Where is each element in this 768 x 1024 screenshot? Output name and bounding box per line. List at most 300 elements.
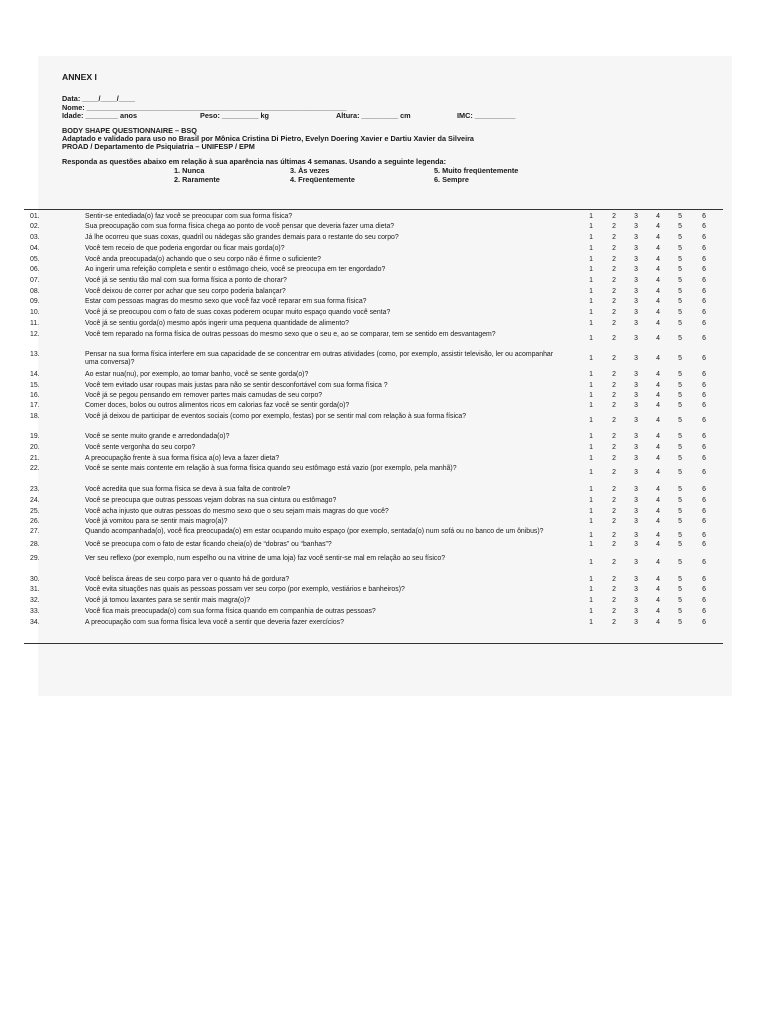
answer-option-1[interactable]: 1 [589, 541, 593, 548]
question-number: 31. [30, 586, 40, 593]
question-row [0, 497, 706, 505]
answer-options [0, 245, 706, 253]
question-number: 33. [30, 608, 40, 615]
question-text: Quando acompanhada(o), você fica preocupada(o) em estar ocupando muito espaço (por exemplo, sentada(o) num sofá ou no banco de um ônibus)? [85, 528, 544, 535]
answer-option-5[interactable]: 5 [678, 266, 682, 273]
answer-options [0, 497, 706, 505]
question-text: Comer doces, bolos ou outros alimentos ricos em calorias faz você se sentir gorda(o)? [85, 402, 350, 409]
question-text: Você se sente mais contente em relação à sua forma física quando seu estômago está vazio (por exemplo, pela manhã)? [85, 465, 457, 472]
answer-option-1[interactable]: 1 [589, 309, 593, 316]
answer-option-5[interactable]: 5 [678, 497, 682, 504]
answer-option-3[interactable]: 3 [634, 541, 638, 548]
answer-option-5[interactable]: 5 [678, 586, 682, 593]
answer-option-4[interactable]: 4 [656, 355, 660, 362]
question-row [0, 541, 706, 549]
answer-option-5[interactable]: 5 [678, 402, 682, 409]
answer-option-5[interactable]: 5 [678, 455, 682, 462]
answer-option-6[interactable]: 6 [702, 576, 706, 583]
answer-option-6[interactable]: 6 [702, 288, 706, 295]
question-number: 08. [30, 288, 40, 295]
answer-option-4[interactable]: 4 [656, 371, 660, 378]
answer-option-5[interactable]: 5 [678, 320, 682, 327]
answer-option-4[interactable]: 4 [656, 402, 660, 409]
answer-option-3[interactable]: 3 [634, 576, 638, 583]
answer-option-3[interactable]: 3 [634, 532, 638, 539]
answer-option-5[interactable]: 5 [678, 576, 682, 583]
answer-option-5[interactable]: 5 [678, 371, 682, 378]
question-number: 02. [30, 223, 40, 230]
answer-option-6[interactable]: 6 [702, 371, 706, 378]
answer-option-4[interactable]: 4 [656, 382, 660, 389]
answer-option-6[interactable]: 6 [702, 586, 706, 593]
answer-option-3[interactable]: 3 [634, 444, 638, 451]
answer-option-1[interactable]: 1 [589, 486, 593, 493]
answer-option-3[interactable]: 3 [634, 245, 638, 252]
answer-option-2[interactable]: 2 [612, 223, 616, 230]
answer-option-4[interactable]: 4 [656, 518, 660, 525]
answer-options [0, 351, 706, 367]
answer-option-1[interactable]: 1 [589, 320, 593, 327]
answer-option-6[interactable]: 6 [702, 223, 706, 230]
answer-option-5[interactable]: 5 [678, 234, 682, 241]
answer-option-4[interactable]: 4 [656, 586, 660, 593]
answer-option-1[interactable]: 1 [589, 355, 593, 362]
answer-option-6[interactable]: 6 [702, 417, 706, 424]
question-number: 24. [30, 497, 40, 504]
answer-option-3[interactable]: 3 [634, 223, 638, 230]
question-row [0, 351, 706, 367]
answer-option-6[interactable]: 6 [702, 392, 706, 399]
question-text: Você deixou de correr por achar que seu corpo poderia balançar? [85, 288, 286, 295]
answer-option-6[interactable]: 6 [702, 256, 706, 263]
answer-option-5[interactable]: 5 [678, 444, 682, 451]
answer-option-5[interactable]: 5 [678, 486, 682, 493]
weight-field: Peso: _________ kg [200, 111, 269, 120]
instructions: Responda as questões abaixo em relação à sua aparência nas últimas 4 semanas. Usando a seguinte legenda: [62, 156, 447, 166]
answer-option-3[interactable]: 3 [634, 497, 638, 504]
answer-options [0, 608, 706, 616]
table-bottom-rule [24, 643, 723, 644]
answer-option-1[interactable]: 1 [589, 266, 593, 273]
answer-option-2[interactable]: 2 [612, 518, 616, 525]
answer-option-6[interactable]: 6 [702, 213, 706, 220]
answer-option-4[interactable]: 4 [656, 213, 660, 220]
answer-option-4[interactable]: 4 [656, 335, 660, 342]
answer-option-2[interactable]: 2 [612, 266, 616, 273]
question-text: Você já tomou laxantes para se sentir mais magra(o)? [85, 597, 251, 604]
answer-option-6[interactable]: 6 [702, 234, 706, 241]
answer-option-1[interactable]: 1 [589, 298, 593, 305]
age-field: Idade: ________ anos [62, 111, 138, 120]
answer-options [0, 465, 706, 481]
answer-option-6[interactable]: 6 [702, 320, 706, 327]
answer-option-4[interactable]: 4 [656, 223, 660, 230]
answer-options [0, 266, 706, 274]
answer-option-6[interactable]: 6 [702, 559, 706, 566]
answer-option-1[interactable]: 1 [589, 444, 593, 451]
question-text: Você já vomitou para se sentir mais magro(a)? [85, 518, 228, 525]
legend-item: 6. Sempre [434, 175, 469, 185]
question-number: 04. [30, 245, 40, 252]
answer-option-1[interactable]: 1 [589, 288, 593, 295]
answer-option-4[interactable]: 4 [656, 444, 660, 451]
question-row [0, 309, 706, 317]
answer-option-3[interactable]: 3 [634, 256, 638, 263]
answer-option-5[interactable]: 5 [678, 392, 682, 399]
answer-option-2[interactable]: 2 [612, 559, 616, 566]
question-text: Você já se pegou pensando em remover partes mais carnudas de seu corpo? [85, 392, 323, 399]
answer-option-4[interactable]: 4 [656, 234, 660, 241]
answer-option-3[interactable]: 3 [634, 619, 638, 626]
answer-option-3[interactable]: 3 [634, 392, 638, 399]
answer-option-5[interactable]: 5 [678, 608, 682, 615]
question-number: 14. [30, 371, 40, 378]
answer-option-1[interactable]: 1 [589, 234, 593, 241]
bsq-document [62, 72, 728, 184]
question-number: 09. [30, 298, 40, 305]
answer-option-5[interactable]: 5 [678, 335, 682, 342]
measures-line [62, 112, 728, 121]
question-row [0, 392, 706, 400]
answer-options [0, 382, 706, 390]
answer-option-5[interactable]: 5 [678, 508, 682, 515]
legend [62, 166, 728, 184]
answer-option-4[interactable]: 4 [656, 433, 660, 440]
question-text: Ao estar nua(nu), por exemplo, ao tomar banho, você se sente gorda(o)? [85, 371, 309, 378]
answer-option-5[interactable]: 5 [678, 559, 682, 566]
answer-option-5[interactable]: 5 [678, 433, 682, 440]
question-row [0, 508, 706, 516]
answer-option-5[interactable]: 5 [678, 213, 682, 220]
answer-option-3[interactable]: 3 [634, 433, 638, 440]
answer-option-3[interactable]: 3 [634, 586, 638, 593]
answer-options [0, 597, 706, 605]
question-row [0, 597, 706, 605]
question-row [0, 223, 706, 231]
answer-option-4[interactable]: 4 [656, 298, 660, 305]
answer-option-4[interactable]: 4 [656, 309, 660, 316]
answer-option-2[interactable]: 2 [612, 455, 616, 462]
answer-option-2[interactable]: 2 [612, 586, 616, 593]
question-row [0, 320, 706, 328]
answer-option-2[interactable]: 2 [612, 444, 616, 451]
answer-option-5[interactable]: 5 [678, 541, 682, 548]
answer-option-3[interactable]: 3 [634, 597, 638, 604]
answer-option-2[interactable]: 2 [612, 335, 616, 342]
question-row [0, 256, 706, 264]
answer-option-2[interactable]: 2 [612, 576, 616, 583]
answer-option-6[interactable]: 6 [702, 541, 706, 548]
answer-option-3[interactable]: 3 [634, 309, 638, 316]
answer-option-4[interactable]: 4 [656, 288, 660, 295]
answer-options [0, 444, 706, 452]
question-row [0, 486, 706, 494]
question-number: 32. [30, 597, 40, 604]
answer-options [0, 234, 706, 242]
answer-option-4[interactable]: 4 [656, 277, 660, 284]
answer-options [0, 371, 706, 379]
answer-option-3[interactable]: 3 [634, 277, 638, 284]
answer-option-2[interactable]: 2 [612, 213, 616, 220]
answer-option-6[interactable]: 6 [702, 245, 706, 252]
question-text: Você sente vergonha do seu corpo? [85, 444, 196, 451]
question-row [0, 234, 706, 242]
answer-option-5[interactable]: 5 [678, 223, 682, 230]
question-row [0, 433, 706, 441]
question-text: Você belisca áreas de seu corpo para ver o quanto há de gordura? [85, 576, 290, 583]
answer-option-1[interactable]: 1 [589, 245, 593, 252]
answer-option-5[interactable]: 5 [678, 518, 682, 525]
answer-option-6[interactable]: 6 [702, 402, 706, 409]
answer-options [0, 320, 706, 328]
answer-option-4[interactable]: 4 [656, 256, 660, 263]
answer-option-3[interactable]: 3 [634, 559, 638, 566]
question-row [0, 586, 706, 594]
answer-option-4[interactable]: 4 [656, 597, 660, 604]
answer-option-4[interactable]: 4 [656, 469, 660, 476]
answer-option-2[interactable]: 2 [612, 608, 616, 615]
answer-option-6[interactable]: 6 [702, 382, 706, 389]
question-text: A preocupação com sua forma física leva você a sentir que deveria fazer exercícios? [85, 619, 344, 626]
answer-option-2[interactable]: 2 [612, 417, 616, 424]
answer-option-4[interactable]: 4 [656, 559, 660, 566]
answer-option-5[interactable]: 5 [678, 597, 682, 604]
answer-option-3[interactable]: 3 [634, 320, 638, 327]
question-text: Ao ingerir uma refeição completa e sentir o estômago cheio, você se preocupa em ter engordado? [85, 266, 386, 273]
answer-option-1[interactable]: 1 [589, 223, 593, 230]
answer-option-4[interactable]: 4 [656, 508, 660, 515]
question-number: 18. [30, 413, 40, 420]
answer-option-6[interactable]: 6 [702, 277, 706, 284]
department-line: PROAD / Departamento de Psiquiatria – UNIFESP / EPM [62, 142, 255, 152]
answer-option-5[interactable]: 5 [678, 417, 682, 424]
answer-option-5[interactable]: 5 [678, 256, 682, 263]
answer-options [0, 298, 706, 306]
answer-option-6[interactable]: 6 [702, 532, 706, 539]
answer-option-1[interactable]: 1 [589, 371, 593, 378]
answer-option-6[interactable]: 6 [702, 309, 706, 316]
question-number: 11. [30, 320, 40, 327]
legend-item: 5. Muito freqüentemente [434, 166, 519, 176]
answer-option-2[interactable]: 2 [612, 309, 616, 316]
questionnaire-title: BODY SHAPE QUESTIONNAIRE – BSQ [62, 125, 197, 135]
question-row [0, 288, 706, 296]
question-number: 34. [30, 619, 40, 626]
question-row [0, 608, 706, 616]
answer-options [0, 455, 706, 463]
answer-option-6[interactable]: 6 [702, 298, 706, 305]
answer-option-4[interactable]: 4 [656, 541, 660, 548]
question-row [0, 465, 706, 481]
question-row [0, 382, 706, 390]
answer-option-1[interactable]: 1 [589, 518, 593, 525]
answer-option-3[interactable]: 3 [634, 417, 638, 424]
answer-option-4[interactable]: 4 [656, 417, 660, 424]
answer-option-2[interactable]: 2 [612, 469, 616, 476]
answer-option-2[interactable]: 2 [612, 245, 616, 252]
answer-option-3[interactable]: 3 [634, 288, 638, 295]
answer-option-6[interactable]: 6 [702, 355, 706, 362]
answer-option-5[interactable]: 5 [678, 469, 682, 476]
answer-option-1[interactable]: 1 [589, 455, 593, 462]
answer-option-3[interactable]: 3 [634, 455, 638, 462]
answer-options [0, 402, 706, 410]
answer-option-1[interactable]: 1 [589, 402, 593, 409]
question-number: 13. [30, 351, 40, 358]
answer-option-2[interactable]: 2 [612, 234, 616, 241]
answer-option-1[interactable]: 1 [589, 559, 593, 566]
table-top-rule [24, 209, 723, 210]
answer-option-4[interactable]: 4 [656, 608, 660, 615]
answer-option-2[interactable]: 2 [612, 619, 616, 626]
answer-option-1[interactable]: 1 [589, 335, 593, 342]
question-row [0, 555, 706, 571]
question-number: 16. [30, 392, 40, 399]
question-number: 22. [30, 465, 40, 472]
answer-option-2[interactable]: 2 [612, 433, 616, 440]
question-number: 15. [30, 382, 40, 389]
answer-option-6[interactable]: 6 [702, 608, 706, 615]
answer-option-6[interactable]: 6 [702, 518, 706, 525]
question-text: Você se preocupa com o fato de estar ficando cheia(o) de “dobras” ou “banhas”? [85, 541, 332, 548]
answer-option-5[interactable]: 5 [678, 382, 682, 389]
answer-option-1[interactable]: 1 [589, 497, 593, 504]
answer-option-3[interactable]: 3 [634, 213, 638, 220]
answer-option-2[interactable]: 2 [612, 288, 616, 295]
answer-option-1[interactable]: 1 [589, 619, 593, 626]
legend-item: 1. Nunca [174, 166, 205, 176]
answer-option-3[interactable]: 3 [634, 335, 638, 342]
answer-option-4[interactable]: 4 [656, 266, 660, 273]
answer-option-2[interactable]: 2 [612, 355, 616, 362]
answer-options [0, 288, 706, 296]
answer-option-3[interactable]: 3 [634, 266, 638, 273]
answer-options [0, 256, 706, 264]
answer-option-4[interactable]: 4 [656, 320, 660, 327]
answer-option-6[interactable]: 6 [702, 266, 706, 273]
answer-option-4[interactable]: 4 [656, 619, 660, 626]
answer-option-5[interactable]: 5 [678, 288, 682, 295]
answer-option-3[interactable]: 3 [634, 518, 638, 525]
question-row [0, 266, 706, 274]
answer-option-1[interactable]: 1 [589, 576, 593, 583]
answer-option-1[interactable]: 1 [589, 392, 593, 399]
answer-option-5[interactable]: 5 [678, 355, 682, 362]
question-number: 20. [30, 444, 40, 451]
answer-option-1[interactable]: 1 [589, 382, 593, 389]
answer-option-2[interactable]: 2 [612, 486, 616, 493]
answer-option-2[interactable]: 2 [612, 597, 616, 604]
answer-option-6[interactable]: 6 [702, 444, 706, 451]
question-number: 28. [30, 541, 40, 548]
answer-options [0, 508, 706, 516]
question-text: Você já deixou de participar de eventos sociais (como por exemplo, festas) por se sentir mal com relação à sua forma física? [85, 413, 467, 420]
question-text: Você evita situações nas quais as pessoas possam ver seu corpo (por exemplo, vestiários e banheiros)? [85, 586, 405, 593]
answer-option-1[interactable]: 1 [589, 508, 593, 515]
answer-option-1[interactable]: 1 [589, 532, 593, 539]
answer-option-1[interactable]: 1 [589, 608, 593, 615]
answer-option-6[interactable]: 6 [702, 433, 706, 440]
answer-option-2[interactable]: 2 [612, 392, 616, 399]
answer-option-2[interactable]: 2 [612, 371, 616, 378]
answer-option-3[interactable]: 3 [634, 469, 638, 476]
answer-option-6[interactable]: 6 [702, 486, 706, 493]
answer-option-6[interactable]: 6 [702, 455, 706, 462]
answer-option-6[interactable]: 6 [702, 497, 706, 504]
answer-option-6[interactable]: 6 [702, 469, 706, 476]
answer-option-2[interactable]: 2 [612, 402, 616, 409]
answer-option-2[interactable]: 2 [612, 277, 616, 284]
question-row [0, 619, 706, 627]
question-text: Você já se preocupou com o fato de suas coxas poderem ocupar muito espaço quando você senta? [85, 309, 391, 316]
answer-options [0, 392, 706, 400]
answer-option-1[interactable]: 1 [589, 597, 593, 604]
answer-option-5[interactable]: 5 [678, 277, 682, 284]
answer-option-3[interactable]: 3 [634, 371, 638, 378]
answer-option-2[interactable]: 2 [612, 320, 616, 327]
answer-option-4[interactable]: 4 [656, 532, 660, 539]
answer-option-6[interactable]: 6 [702, 335, 706, 342]
answer-option-4[interactable]: 4 [656, 455, 660, 462]
answer-option-2[interactable]: 2 [612, 382, 616, 389]
answer-option-5[interactable]: 5 [678, 309, 682, 316]
answer-option-2[interactable]: 2 [612, 508, 616, 515]
answer-option-3[interactable]: 3 [634, 402, 638, 409]
answer-option-1[interactable]: 1 [589, 213, 593, 220]
answer-options [0, 541, 706, 549]
answer-option-2[interactable]: 2 [612, 532, 616, 539]
answer-option-3[interactable]: 3 [634, 382, 638, 389]
answer-option-3[interactable]: 3 [634, 355, 638, 362]
answer-option-2[interactable]: 2 [612, 541, 616, 548]
answer-option-3[interactable]: 3 [634, 508, 638, 515]
answer-option-4[interactable]: 4 [656, 486, 660, 493]
answer-option-2[interactable]: 2 [612, 298, 616, 305]
answer-option-3[interactable]: 3 [634, 486, 638, 493]
answer-option-5[interactable]: 5 [678, 298, 682, 305]
answer-option-5[interactable]: 5 [678, 619, 682, 626]
question-text: Já lhe ocorreu que suas coxas, quadril ou nádegas são grandes demais para o restante do seu corpo? [85, 234, 399, 241]
answer-option-1[interactable]: 1 [589, 586, 593, 593]
answer-option-1[interactable]: 1 [589, 277, 593, 284]
answer-option-4[interactable]: 4 [656, 497, 660, 504]
answer-option-1[interactable]: 1 [589, 433, 593, 440]
question-row [0, 371, 706, 379]
answer-option-1[interactable]: 1 [589, 256, 593, 263]
answer-option-5[interactable]: 5 [678, 532, 682, 539]
question-number: 26. [30, 518, 40, 525]
answer-option-1[interactable]: 1 [589, 469, 593, 476]
question-text: Você acha injusto que outras pessoas do mesmo sexo que o seu sejam mais magras do que você? [85, 508, 389, 515]
answer-option-4[interactable]: 4 [656, 392, 660, 399]
answer-option-4[interactable]: 4 [656, 245, 660, 252]
answer-option-4[interactable]: 4 [656, 576, 660, 583]
answer-option-3[interactable]: 3 [634, 298, 638, 305]
question-text: Estar com pessoas magras do mesmo sexo que você faz você reparar em sua forma física? [85, 298, 367, 305]
answer-option-2[interactable]: 2 [612, 497, 616, 504]
answer-option-3[interactable]: 3 [634, 608, 638, 615]
answer-option-6[interactable]: 6 [702, 597, 706, 604]
answer-option-5[interactable]: 5 [678, 245, 682, 252]
question-row [0, 402, 706, 410]
answer-option-6[interactable]: 6 [702, 619, 706, 626]
answer-options [0, 486, 706, 494]
question-text: Você tem receio de que poderia engordar ou ficar mais gorda(o)? [85, 245, 285, 252]
answer-option-3[interactable]: 3 [634, 234, 638, 241]
answer-option-1[interactable]: 1 [589, 417, 593, 424]
answer-option-6[interactable]: 6 [702, 508, 706, 515]
answer-option-2[interactable]: 2 [612, 256, 616, 263]
